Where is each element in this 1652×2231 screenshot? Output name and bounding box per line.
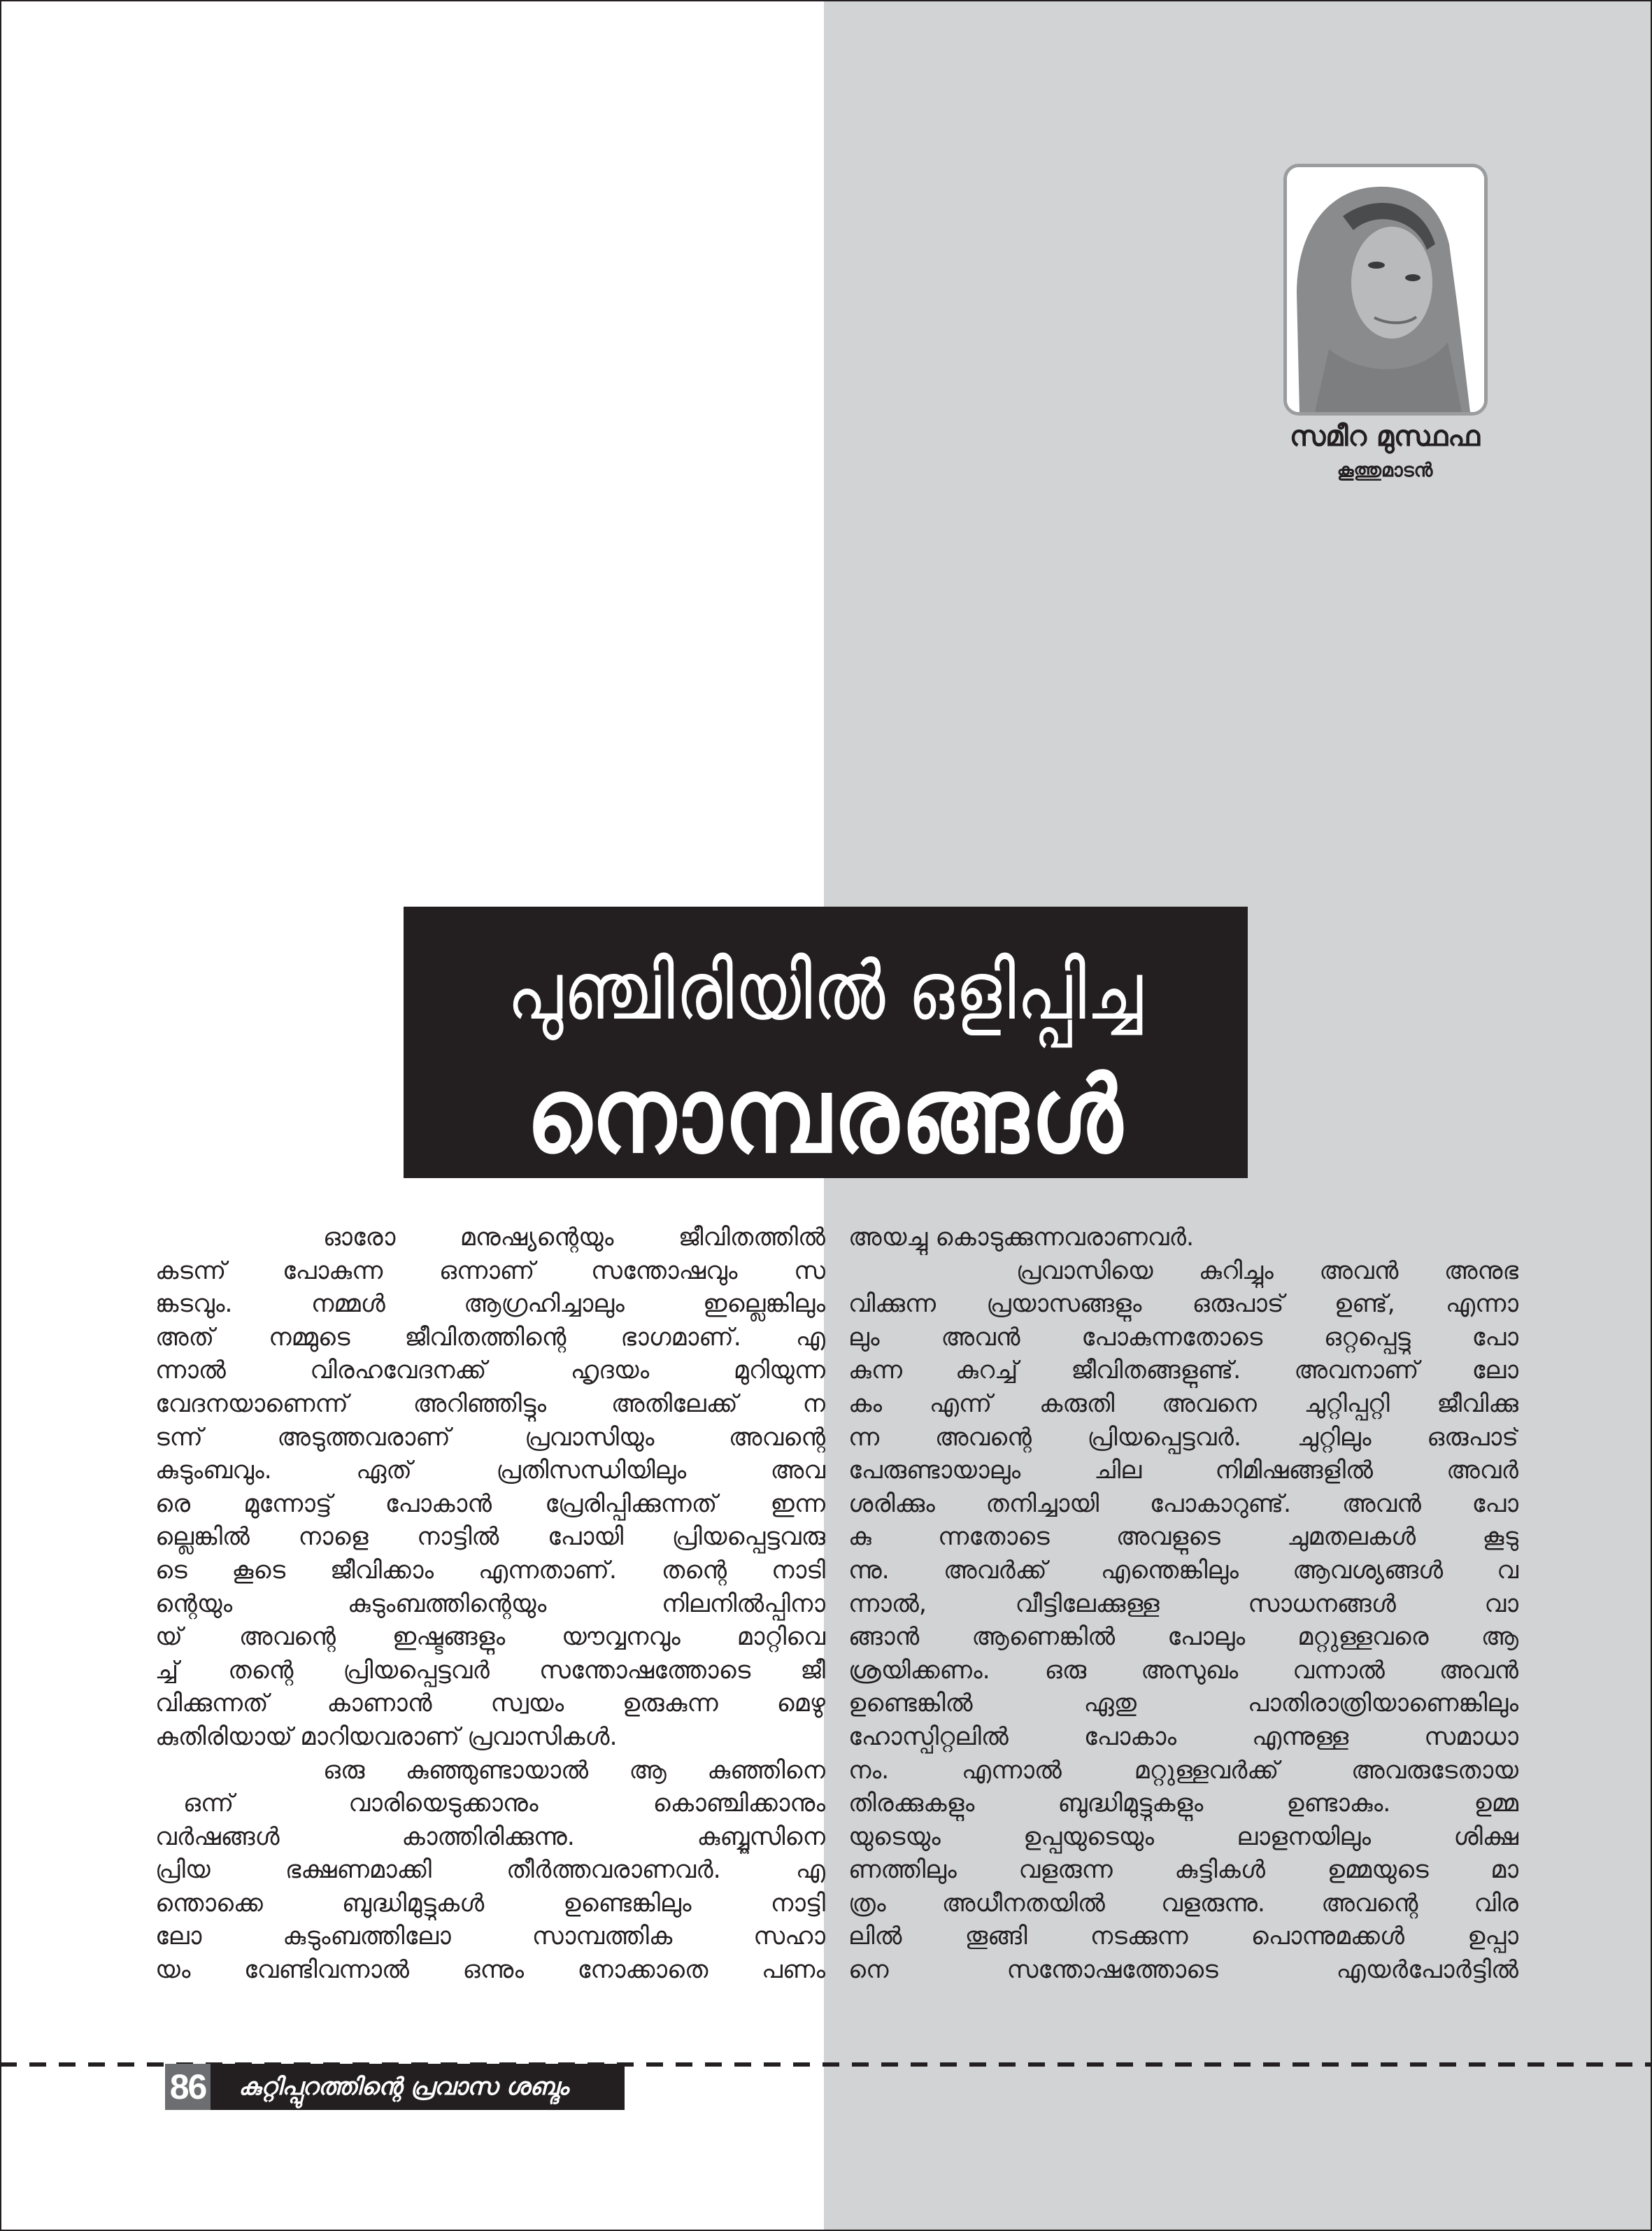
author-portrait-icon	[1287, 167, 1484, 412]
text-line: വർഷങ്ങൾ കാത്തിരിക്കുന്നു. കുബ്ബൂസിനെ	[155, 1822, 825, 1851]
text-line: യ് അവന്റെ ഇഷ്ടങ്ങളും യൗവ്വനവും മാറ്റിവെ	[155, 1623, 825, 1652]
publication-title: കുറ്റിപ്പുറത്തിന്റെ പ്രവാസ ശബ്ദം	[238, 2073, 569, 2101]
article-title	[404, 907, 1248, 1178]
text-line: ത്രം അധീനതയിൽ വളരുന്നു. അവന്റെ വിര	[848, 1889, 1518, 1918]
article-column-left	[155, 1221, 825, 1988]
title-line-1: പുഞ്ചിരിയിൽ ഒളിപ്പിച്ച	[507, 944, 1144, 1038]
text-line: ടെ കൂടെ ജീവിക്കാം എന്നതാണ്. തന്റെ നാടി	[155, 1556, 825, 1585]
text-line: ണത്തിലും വളരുന്ന കുട്ടികൾ ഉമ്മയുടെ മാ	[848, 1856, 1518, 1885]
text-line: ലും അവൻ പോകുന്നതോടെ ഒറ്റപ്പെട്ടു പോ	[848, 1323, 1518, 1352]
text-line: കുടുംബവും. ഏത് പ്രതിസന്ധിയിലും അവ	[155, 1457, 825, 1485]
text-line: അത് നമ്മുടെ ജീവിതത്തിന്റെ ഭാഗമാണ്. എ	[155, 1323, 825, 1352]
text-line: രെ മുന്നോട്ട് പോകാൻ പ്രേരിപ്പിക്കുന്നത് ഇന്ന	[155, 1489, 825, 1518]
author-photo	[1283, 164, 1488, 416]
text-line: പേരുണ്ടായാലും ചില നിമിഷങ്ങളിൽ അവർ	[848, 1457, 1518, 1485]
text-line: കു ന്നതോടെ അവളുടെ ചുമതലകൾ കൂടു	[848, 1523, 1518, 1552]
text-line: ല്ലെങ്കിൽ നാളെ നാട്ടിൽ പോയി പ്രിയപ്പെട്ടവരു	[155, 1523, 825, 1552]
article-column-right	[848, 1221, 1518, 1988]
page-number: 86	[165, 2064, 211, 2110]
text-line: വേദനയാണെന്ന് അറിഞ്ഞിട്ടും അതിലേക്ക് ന	[155, 1389, 825, 1418]
author-place: കൂത്തുമാടൻ	[1337, 460, 1433, 481]
text-line: പ്രിയ ഭക്ഷണമാക്കി തീർത്തവരാണവർ. എ	[155, 1856, 825, 1885]
text-line: നെ സന്തോഷത്തോടെ എയർപോർട്ടിൽ	[848, 1956, 1518, 1985]
text-line: ഹോസ്പിറ്റലിൽ പോകാം എന്നുള്ള സമാധാ	[848, 1722, 1518, 1751]
text-line: കടന്ന് പോകുന്ന ഒന്നാണ് സന്തോഷവും സ	[155, 1256, 825, 1285]
text-line: ഉണ്ടെങ്കിൽ ഏതു പാതിരാത്രിയാണെങ്കിലും	[848, 1690, 1518, 1718]
text-line: കുന്ന കുറച്ച് ജീവിതങ്ങളുണ്ട്. അവനാണ് ലോ	[848, 1357, 1518, 1385]
text-line: ന്തൊക്കെ ബുദ്ധിമുട്ടുകൾ ഉണ്ടെങ്കിലും നാട്ടി	[155, 1889, 825, 1918]
text-line: ഒന്ന് വാരിയെടുക്കാനും കൊഞ്ചിക്കാനും	[183, 1790, 825, 1818]
text-line: അയച്ചു കൊടുക്കുന്നവരാണവർ.	[848, 1224, 1195, 1252]
text-line: കുതിരിയായ് മാറിയവരാണ് പ്രവാസികൾ.	[155, 1722, 618, 1751]
text-line: ശരിക്കും തനിച്ചായി പോകാറുണ്ട്. അവൻ പോ	[848, 1489, 1518, 1518]
text-line: ലിൽ തൂങ്ങി നടക്കുന്ന പൊന്നുമക്കൾ ഉപ്പാ	[848, 1922, 1518, 1951]
text-line: ശ്രയിക്കണം. ഒരു അസുഖം വന്നാൽ അവൻ	[848, 1656, 1518, 1685]
text-line: ലോ കുടുംബത്തിലോ സാമ്പത്തിക സഹാ	[155, 1922, 825, 1951]
text-line: വിക്കുന്ന പ്രയാസങ്ങളും ഒരുപാട് ഉണ്ട്, എന്നാ	[848, 1290, 1518, 1319]
text-line: കം എന്ന് കരുതി അവനെ ചുറ്റിപ്പറ്റി ജീവിക്കു	[848, 1389, 1518, 1418]
text-line: ഓരോ മനുഷ്യന്റെയും ജീവിതത്തിൽ	[323, 1224, 825, 1252]
text-line: ന്ന അവന്റെ പ്രിയപ്പെട്ടവർ. ചുറ്റിലും ഒരുപാട്	[848, 1423, 1518, 1452]
text-line: നം. എന്നാൽ മറ്റുള്ളവർക്ക് അവരുടേതായ	[848, 1756, 1518, 1785]
author-name: സമീറ മുസ്ഥഫ	[1290, 420, 1480, 453]
text-line: ടന്ന് അടുത്തവരാണ് പ്രവാസിയും അവന്റെ	[155, 1423, 825, 1452]
text-line: ന്നു. അവർക്ക് എന്തെങ്കിലും ആവശ്യങ്ങൾ വ	[848, 1556, 1518, 1585]
text-line: ച്ച് തന്റെ പ്രിയപ്പെട്ടവർ സന്തോഷത്തോടെ ജീ	[155, 1656, 825, 1685]
text-line: ങ്കടവും. നമ്മൾ ആഗ്രഹിച്ചാലും ഇല്ലെങ്കിലും	[155, 1290, 825, 1319]
text-line: യം വേണ്ടിവന്നാൽ ഒന്നും നോക്കാതെ പണം	[155, 1956, 825, 1985]
text-line: വിക്കുന്നത് കാണാൻ സ്വയം ഉരുകുന്ന മെഴു	[155, 1690, 825, 1718]
text-line: ന്റെയും കുടുംബത്തിന്റെയും നിലനിൽപ്പിനാ	[155, 1589, 825, 1618]
text-line: ഒരു കുഞ്ഞുണ്ടായാൽ ആ കുഞ്ഞിനെ	[323, 1756, 825, 1785]
title-line-2: നൊമ്പരങ്ങൾ	[526, 1054, 1125, 1177]
footer-banner	[165, 2064, 625, 2110]
text-line: ന്നാൽ വിരഹവേദനക്ക് ഹൃദയം മുറിയുന്ന	[155, 1357, 825, 1385]
text-line: തിരക്കുകളും ബുദ്ധിമുട്ടുകളും ഉണ്ടാകും. ഉമ്മ	[848, 1790, 1518, 1818]
text-line: ന്നാൽ, വീട്ടിലേക്കുള്ള സാധനങ്ങൾ വാ	[848, 1589, 1518, 1618]
text-line: പ്രവാസിയെ കുറിച്ചും അവൻ അനുഭ	[1016, 1256, 1518, 1285]
text-line: ങ്ങാൻ ആണെങ്കിൽ പോലും മറ്റുള്ളവരെ ആ	[848, 1623, 1518, 1652]
text-line: യുടെയും ഉപ്പയുടെയും ലാളനയിലും ശിക്ഷ	[848, 1822, 1518, 1851]
